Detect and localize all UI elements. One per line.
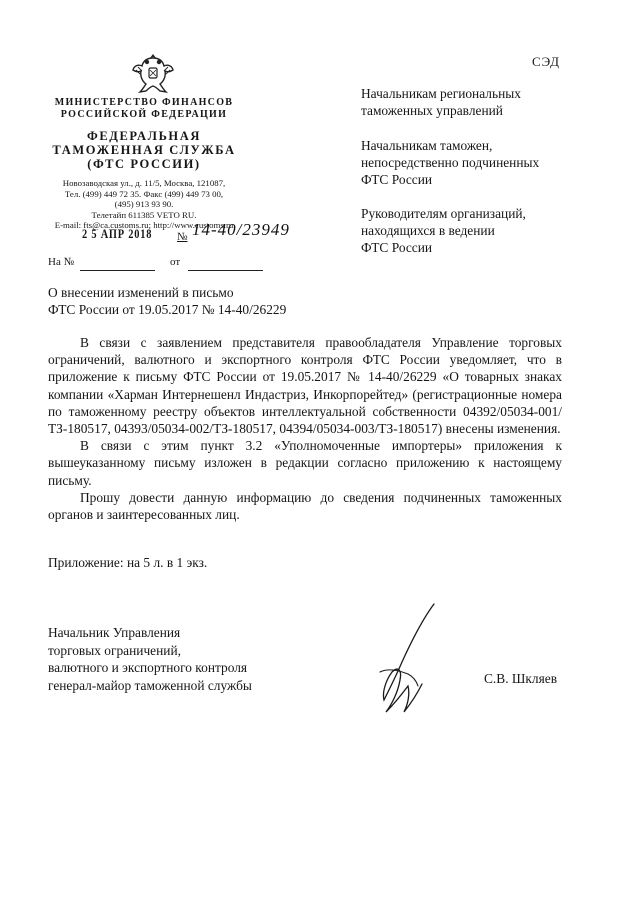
registration-number-label: № bbox=[177, 231, 188, 243]
service-name: ФЕДЕРАЛЬНАЯ ТАМОЖЕННАЯ СЛУЖБА (ФТС РОССИИ) bbox=[52, 129, 236, 171]
ministry-name: МИНИСТЕРСТВО ФИНАНСОВ РОССИЙСКОЙ ФЕДЕРАЦИИ bbox=[54, 97, 234, 120]
registration-date-stamp: 2 5 АПР 2018 bbox=[82, 226, 153, 241]
body-paragraph: В связи с этим пункт 3.2 «Уполномоченные импортеры» приложения к вышеуказанному письму изложен в редакции согласно приложению к настоящему письму. bbox=[48, 438, 562, 488]
attachment-note: Приложение: на 5 л. в 1 экз. bbox=[48, 555, 208, 570]
signer-name: С.В. Шкляев bbox=[484, 671, 558, 686]
signer-position: Начальник Управления торговых ограничений, валютного и экспортного контроля генерал-майор таможенной службы bbox=[48, 625, 252, 693]
reply-from-line bbox=[188, 270, 263, 271]
letter-subject: О внесении изменений в письмо ФТС России от 19.05.2017 № 14-40/26229 bbox=[48, 285, 287, 317]
registration-number: 14-40/23949 bbox=[192, 220, 290, 239]
recipient-block: Начальникам таможен, непосредственно подчиненных ФТС России bbox=[361, 138, 540, 187]
contact-details: Новозаводская ул., д. 11/5, Москва, 121087, Тел. (499) 449 72 35. Факс (499) 449 73 00, (495) 913 93 90. Телетайп 611385 VETO RU. E-mail: fts@ca.customs.ru; http://www.customs.ru bbox=[54, 178, 234, 230]
document-mark: СЭД bbox=[532, 54, 561, 69]
reply-to-label: На № bbox=[48, 256, 75, 268]
reply-to-line bbox=[80, 270, 155, 271]
letter-body bbox=[48, 334, 562, 523]
recipient-block: Начальникам региональных таможенных управлений bbox=[361, 86, 521, 118]
recipient-block: Руководителям организаций, находящихся в ведении ФТС России bbox=[361, 206, 526, 255]
body-paragraph: Прошу довести данную информацию до сведения подчиненных таможенных органов и заинтересованных лиц. bbox=[48, 489, 562, 523]
reply-from-label: от bbox=[170, 256, 181, 268]
body-paragraph: В связи с заявлением представителя правообладателя Управление торговых ограничений, валютного и экспортного контроля ФТС России уведомляет, что в приложение к письму ФТС России от 19.05.2017 № 14-40/26229 «О товарных знаках компании «Харман Интернешенл Индастриз, Инкорпорейтед» (регистрационные номера по таможенному реестру объектов интеллектуальной собственности 04392/05034-001/ТЗ-180517, 04393/05034-002/ТЗ-180517, 04394/05034-003/ТЗ-180517) внесены изменения. bbox=[48, 335, 562, 437]
letterhead bbox=[44, 97, 244, 231]
handwritten-signature bbox=[372, 600, 442, 720]
coat-of-arms-emblem bbox=[130, 50, 176, 96]
